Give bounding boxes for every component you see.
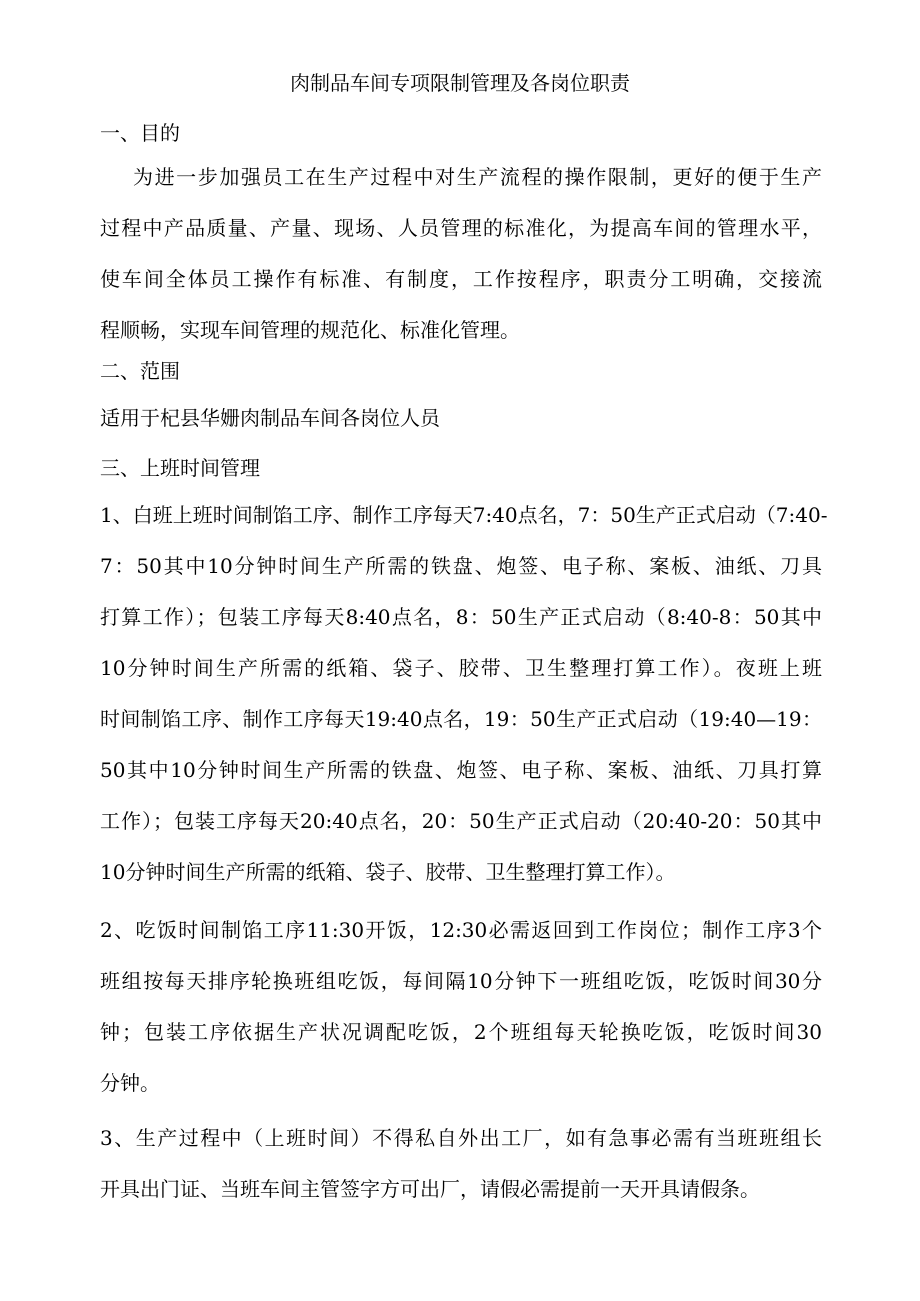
paragraph-line: 3、生产过程中（上班时间）不得私自外出工厂，如有急事必需有当班班组长 (100, 1126, 822, 1150)
paragraph-line: 2、吃饭时间制馅工序11:30开饭，12:30必需返回到工作岗位；制作工序3个 (100, 918, 822, 942)
paragraph-line: 打算工作）；包装工序每天8:40点名，8：50生产正式启动（8:40-8：50其中 (100, 605, 822, 629)
paragraph-line: 50其中10分钟时间生产所需的铁盘、炮签、电子称、案板、油纸、刀具打算 (100, 758, 822, 782)
paragraph-line: 7：50其中10分钟时间生产所需的铁盘、炮签、电子称、案板、油纸、刀具 (100, 554, 822, 578)
section-heading-work-hours: 三、上班时间管理 (100, 456, 260, 480)
paragraph-line: 10分钟时间生产所需的纸箱、袋子、胶带、卫生整理打算工作）。 (100, 860, 676, 884)
paragraph-line: 工作）；包装工序每天20:40点名，20：50生产正式启动（20:40-20：50其中 (100, 809, 822, 833)
document-title: 肉制品车间专项限制管理及各岗位职责 (290, 71, 630, 95)
paragraph-line: 分钟。 (100, 1071, 160, 1095)
paragraph-line: 过程中产品质量、产量、现场、人员管理的标准化，为提高车间的管理水平， (100, 216, 822, 240)
scope-paragraph (100, 393, 822, 444)
paragraph-line: 10分钟时间生产所需的纸箱、袋子、胶带、卫生整理打算工作）。夜班上班 (100, 656, 822, 680)
work-hours-item-3 (100, 1113, 822, 1215)
paragraph-line: 班组按每天排序轮换班组吃饭，每间隔10分钟下一班组吃饭，吃饭时间30分 (100, 969, 822, 993)
paragraph-line: 时间制馅工序、制作工序每天19:40点名，19：50生产正式启动（19:40—19： (100, 707, 822, 731)
work-hours-item-1 (100, 490, 828, 898)
paragraph-line: 程顺畅，实现车间管理的规范化、标准化管理。 (100, 318, 520, 342)
paragraph-line: 开具出门证、当班车间主管签字方可出厂，请假必需提前一天开具请假条。 (100, 1177, 760, 1201)
paragraph-line: 适用于杞县华姗肉制品车间各岗位人员 (100, 406, 440, 430)
section-heading-scope: 二、范围 (100, 359, 180, 383)
purpose-paragraph (100, 152, 822, 356)
section-heading-purpose: 一、目的 (100, 121, 180, 145)
paragraph-line: 1、白班上班时间制馅工序、制作工序每天7:40点名，7：50生产正式启动（7:40- (100, 503, 828, 527)
work-hours-item-2 (100, 905, 822, 1109)
paragraph-line: 为进一步加强员工在生产过程中对生产流程的操作限制，更好的便于生产 (133, 165, 822, 189)
paragraph-line: 使车间全体员工操作有标准、有制度，工作按程序，职责分工明确，交接流 (100, 267, 822, 291)
paragraph-line: 钟；包装工序依据生产状况调配吃饭，2个班组每天轮换吃饭，吃饭时间30 (100, 1020, 822, 1044)
